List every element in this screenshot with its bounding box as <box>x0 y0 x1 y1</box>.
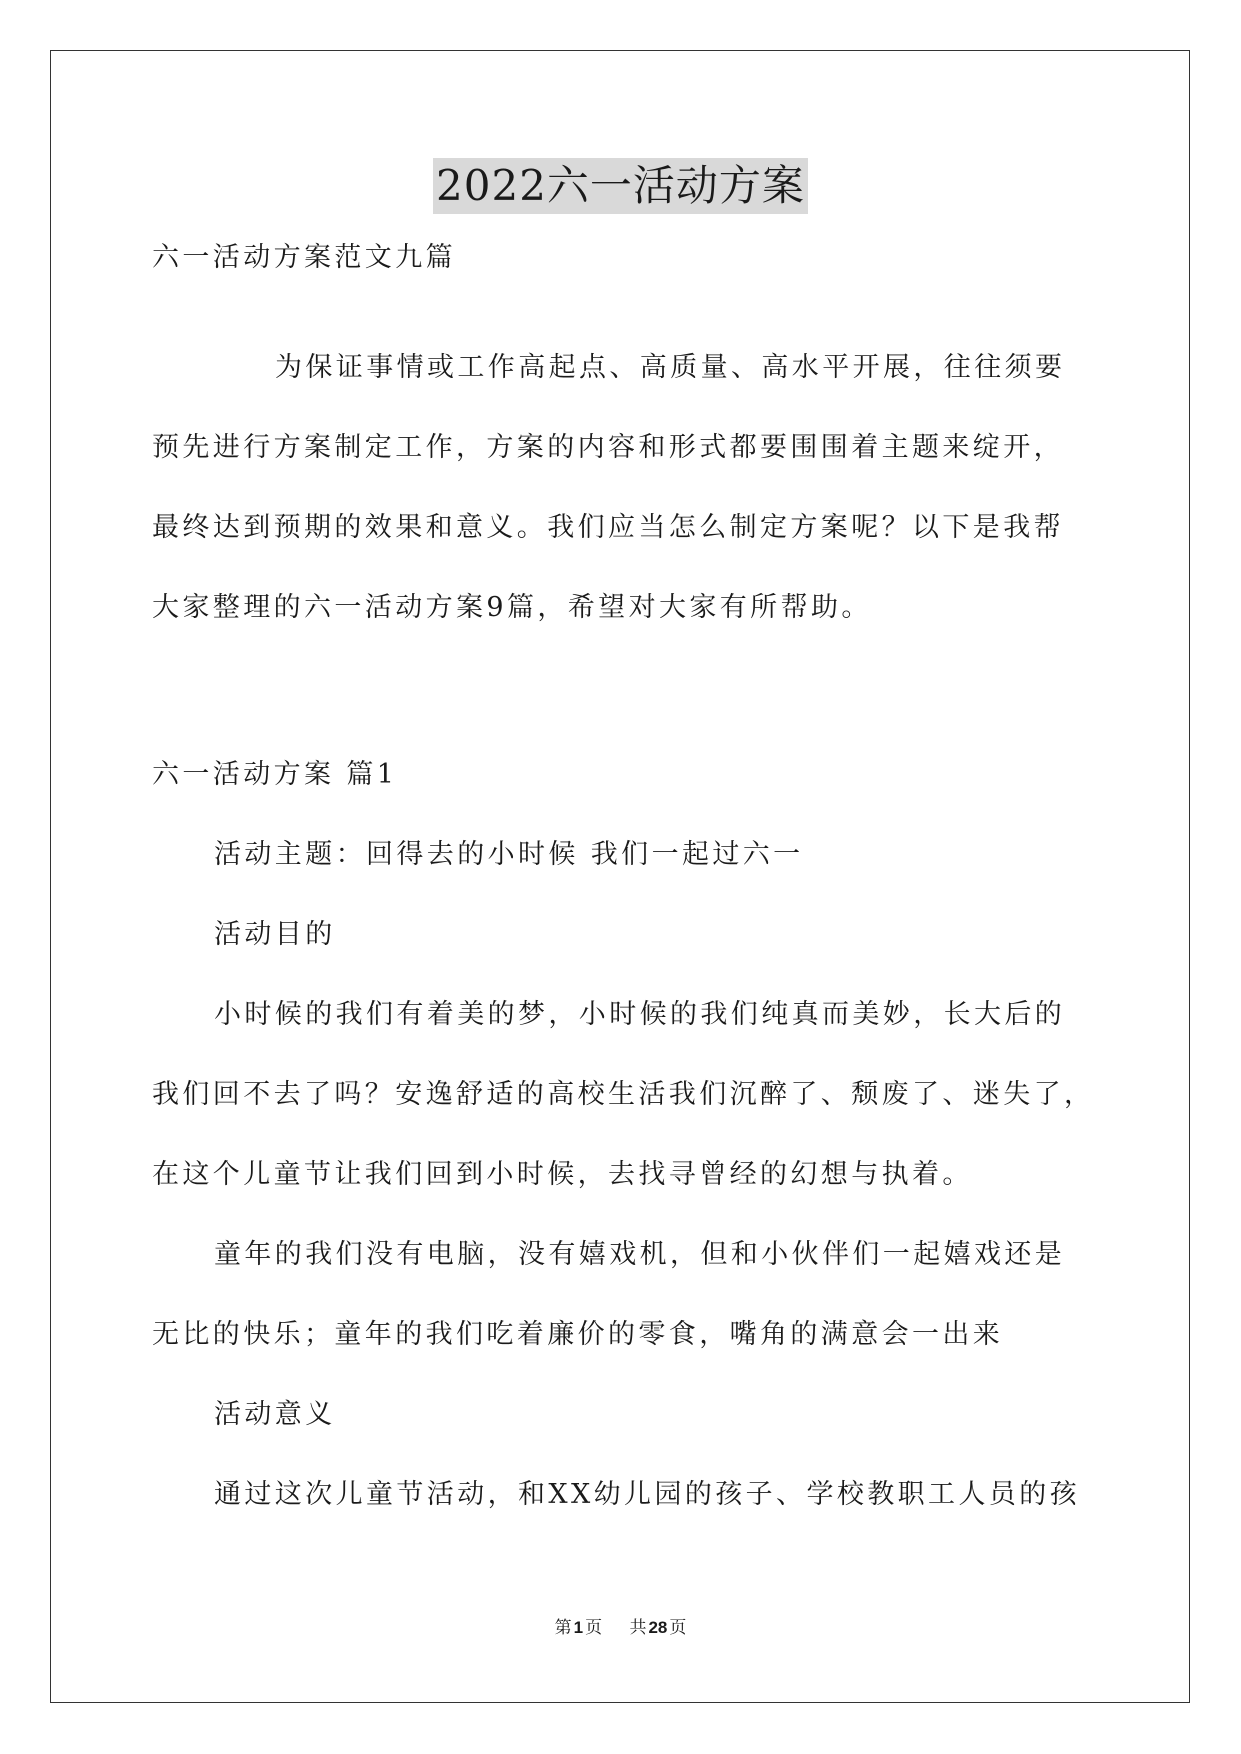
page-border <box>50 50 1190 1703</box>
page-indicator <box>555 1618 602 1638</box>
body-line-5: 在这个儿童节让我们回到小时候，去找寻曾经的幻想与执着。 <box>152 1159 973 1190</box>
body-line-2: 活动目的 <box>214 919 336 950</box>
document-title: 2022六一活动方案 <box>433 158 808 214</box>
body-line-9: 通过这次儿童节活动，和XX幼儿园的孩子、学校教职工人员的孩 <box>214 1479 1081 1510</box>
body-line-6: 童年的我们没有电脑，没有嬉戏机，但和小伙伴们一起嬉戏还是 <box>214 1239 1066 1270</box>
page-suffix: 页 <box>585 1618 603 1638</box>
intro-line-4: 大家整理的六一活动方案9篇，希望对大家有所帮助。 <box>152 592 872 623</box>
document-subtitle: 六一活动方案范文九篇 <box>152 242 456 273</box>
total-prefix: 共 <box>629 1618 647 1638</box>
total-pages: 28 <box>648 1618 668 1637</box>
body-line-3: 小时候的我们有着美的梦，小时候的我们纯真而美妙，长大后的 <box>214 999 1066 1030</box>
intro-line-3: 最终达到预期的效果和意义。我们应当怎么制定方案呢？以下是我帮 <box>152 512 1064 543</box>
body-line-4: 我们回不去了吗？安逸舒适的高校生活我们沉醉了、颓废了、迷失了， <box>152 1079 1095 1110</box>
page-prefix: 第 <box>554 1618 572 1638</box>
intro-line-2: 预先进行方案制定工作，方案的内容和形式都要围围着主题来绽开， <box>152 432 1064 463</box>
total-indicator <box>629 1618 686 1638</box>
section-heading: 六一活动方案 篇1 <box>152 759 398 790</box>
title-container <box>0 158 1241 214</box>
total-suffix: 页 <box>669 1618 687 1638</box>
page-number: 1 <box>573 1618 584 1637</box>
body-line-7: 无比的快乐；童年的我们吃着廉价的零食，嘴角的满意会一出来 <box>152 1319 1004 1350</box>
body-line-8: 活动意义 <box>214 1399 336 1430</box>
body-line-1: 活动主题：回得去的小时候 我们一起过六一 <box>214 839 804 870</box>
intro-line-1: 为保证事情或工作高起点、高质量、高水平开展，往往须要 <box>275 352 1066 383</box>
page-footer <box>0 1616 1241 1640</box>
